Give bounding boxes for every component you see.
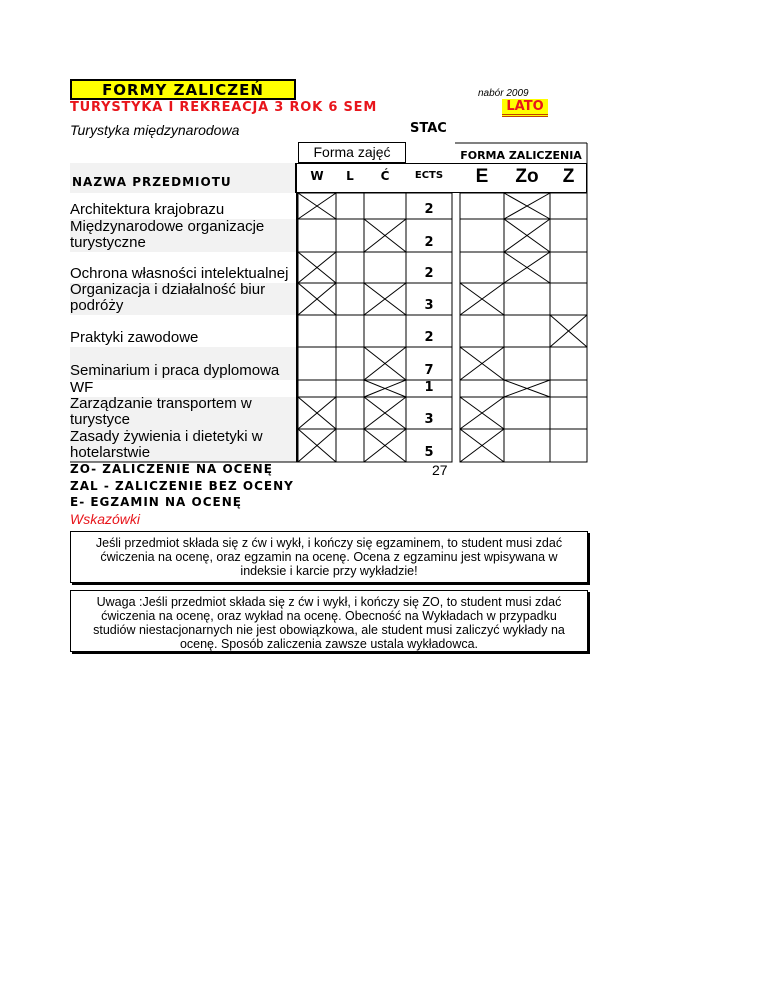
grid-cell-ects: [406, 193, 452, 219]
grid-cell-e: [460, 193, 504, 219]
semester-badge: LATO: [502, 99, 548, 117]
subject-name: Zasady żywienia i dietetyki w hotelarstwie: [70, 429, 297, 462]
grid-cell-l: [336, 283, 364, 315]
grid-cell-zo: [504, 315, 550, 347]
recruitment-year: nabór 2009: [478, 88, 529, 99]
grid-cell-c: [364, 315, 406, 347]
grid-cell-z: [550, 283, 587, 315]
grid-cell-l: [336, 397, 364, 429]
grid-cell-z: [550, 397, 587, 429]
grid-cell-ects: [406, 219, 452, 252]
column-header-l: L: [346, 169, 354, 183]
grid-cell-e: [460, 252, 504, 283]
grid-cell-w: [298, 347, 336, 380]
column-header-zo: Zo: [515, 166, 539, 187]
grid-cell-l: [336, 380, 364, 397]
column-header-c: Ć: [380, 169, 390, 183]
grid-cell-e: [460, 380, 504, 397]
subject-name: Międzynarodowe organizacje turystyczne: [70, 219, 297, 252]
grid-cell-zo: [504, 397, 550, 429]
grid-cell-ects: [406, 429, 452, 462]
column-header-e: E: [475, 166, 489, 187]
grid-cell-zo: [504, 283, 550, 315]
document-title: FORMY ZALICZEŃ: [70, 79, 296, 100]
total-ects: 27: [432, 462, 448, 478]
ects-value: 5: [424, 445, 434, 460]
subject-name: Architektura krajobrazu: [70, 201, 225, 218]
grid-cell-ects: [406, 252, 452, 283]
grid-cell-zo: [504, 347, 550, 380]
ects-value: 2: [424, 202, 434, 217]
grid-cell-l: [336, 347, 364, 380]
group-header-forma-zaliczenia: FORMA ZALICZENIA: [460, 149, 582, 162]
grid-cell-l: [336, 429, 364, 462]
subject-name: Praktyki zawodowe: [70, 329, 199, 346]
ects-value: 2: [424, 235, 434, 250]
grid-cell-w: [298, 380, 336, 397]
ects-value: 2: [424, 330, 434, 345]
column-header-ects: ECTS: [414, 170, 444, 181]
grid-cell-ects: [406, 397, 452, 429]
column-header-name: NAZWA PRZEDMIOTU: [70, 163, 297, 193]
grid-cell-l: [336, 193, 364, 219]
grid-cell-z: [550, 429, 587, 462]
grid-cell-l: [336, 315, 364, 347]
grid-cell-z: [550, 219, 587, 252]
hint-note-zo: Uwaga :Jeśli przedmiot składa się z ćw i wykł, i kończy się ZO, to student musi zdać ćwiczenia na ocenę, oraz wykład na ocenę. Obecność na Wykładach w przypadku studiów niestacjonarnych nie jest obowiązkowa, ale student musi zaliczyć wykłady na ocenę. Sposób zaliczenia zawsze ustala wykładowca.: [70, 590, 588, 652]
grid-cell-w: [298, 219, 336, 252]
grid-cell-ects: [406, 283, 452, 315]
program-subtitle: TURYSTYKA I REKREACJA 3 ROK 6 SEM: [70, 100, 378, 115]
grid-cell-z: [550, 193, 587, 219]
specialization: Turystyka międzynarodowa: [70, 122, 240, 138]
grid-cell-e: [460, 219, 504, 252]
subject-name: Ochrona własności intelektualnej: [70, 265, 289, 282]
subject-name: Zarządzanie transportem w turystyce: [70, 397, 297, 429]
grid-cell-ects: [406, 347, 452, 380]
hint-note-exam: Jeśli przedmiot składa się z ćw i wykł, i kończy się egzaminem, to student musi zdać ćwiczenia na ocenę, oraz egzamin na ocenę. Ocena z egzaminu jest wpisywana w indeksie i karcie przy wykładzie!: [70, 531, 588, 583]
subject-name: WF: [70, 379, 94, 396]
ects-value: 3: [424, 412, 434, 427]
ects-value: 7: [424, 363, 434, 378]
legend-e: E- EGZAMIN NA OCENĘ: [70, 495, 242, 509]
grid-cell-z: [550, 347, 587, 380]
ects-value: 3: [424, 298, 434, 313]
ects-value: 1: [424, 380, 434, 395]
study-mode: STAC: [410, 121, 447, 136]
grid-cell-e: [460, 315, 504, 347]
grid-cell-c: [364, 193, 406, 219]
grid-cell-ects: [406, 380, 452, 397]
grid-cell-w: [298, 315, 336, 347]
legend-zo: ZO- ZALICZENIE NA OCENĘ: [70, 462, 273, 476]
grid-cell-z: [550, 380, 587, 397]
grid-cell-l: [336, 252, 364, 283]
column-header-z: Z: [562, 166, 575, 187]
grid-cell-c: [364, 252, 406, 283]
subject-name: Organizacja i działalność biur podróży: [70, 283, 297, 315]
legend-zal: ZAL - ZALICZENIE BEZ OCENY: [70, 479, 294, 493]
ects-value: 2: [424, 266, 434, 281]
group-header-forma-zajec: Forma zajęć: [298, 142, 406, 163]
grid-cell-zo: [504, 429, 550, 462]
grid-cell-ects: [406, 315, 452, 347]
grid-cell-z: [550, 252, 587, 283]
column-header-w: W: [310, 169, 324, 183]
hints-label: Wskazówki: [70, 511, 141, 527]
subject-name: Seminarium i praca dyplomowa: [70, 347, 297, 380]
grid-cell-l: [336, 219, 364, 252]
